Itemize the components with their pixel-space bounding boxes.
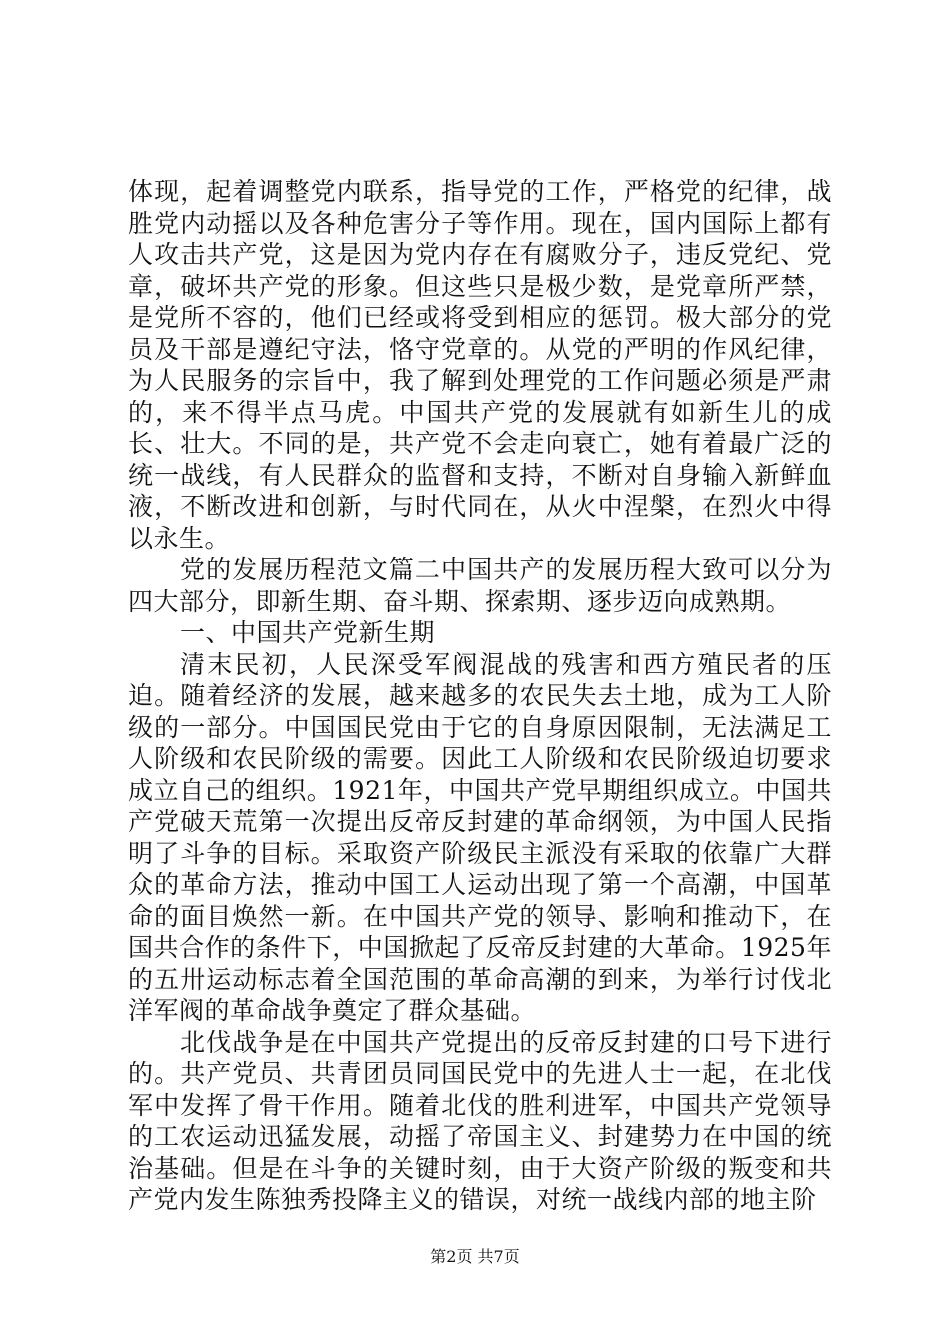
paragraph-2: 党的发展历程范文篇二中国共产的发展历程大致可以分为四大部分，即新生期、奋斗期、探索期、逐步迈向成熟期。 [128, 555, 832, 616]
section-heading: 一、中国共产党新生期 [180, 618, 436, 647]
paragraph-4: 北伐战争是在中国共产党提出的反帝反封建的口号下进行的。共产党员、共青团员同国民党中的先进人士一起，在北伐军中发挥了骨干作用。随着北伐的胜利进军，中国共产党领导的工农运动迅猛发展，动摇了帝国主义、封建势力在中国的统治基础。但是在斗争的关键时刻，由于大资产阶级的叛变和共产党内发生陈独秀投降主义的错误，对统一战线内部的地主阶 [128, 1027, 832, 1214]
paragraph-1: 体现，起着调整党内联系，指导党的工作，严格党的纪律，战胜党内动摇以及各种危害分子等作用。现在，国内国际上都有人攻击共产党，这是因为党内存在有腐败分子，违反党纪、党章，破坏共产党的形象。但这些只是极少数，是党章所严禁，是党所不容的，他们已经或将受到相应的惩罚。极大部分的党员及干部是遵纪守法，恪守党章的。从党的严明的作风纪律，为人民服务的宗旨中，我了解到处理党的工作问题必须是严肃的，来不得半点马虎。中国共产党的发展就有如新生儿的成长、壮大。不同的是，共产党不会走向衰亡，她有着最广泛的统一战线，有人民群众的监督和支持，不断对自身输入新鲜血液，不断改进和创新，与时代同在，从火中涅槃，在烈火中得以永生。 [128, 177, 832, 553]
page-number-footer: 第2页 共7页 [430, 1247, 520, 1266]
paragraph-3: 清末民初，人民深受军阀混战的残害和西方殖民者的压迫。随着经济的发展，越来越多的农民失去土地，成为工人阶级的一部分。中国国民党由于它的自身原因限制，无法满足工人阶级和农民阶级的需要。因此工人阶级和农民阶级迫切要求成立自己的组织。1921年，中国共产党早期组织成立。中国共产党破天荒第一次提出反帝反封建的革命纲领，为中国人民指明了斗争的目标。采取资产阶级民主派没有采取的依靠广大群众的革命方法，推动中国工人运动出现了第一个高潮，中国革命的面目焕然一新。在中国共产党的领导、影响和推动下，在国共合作的条件下，中国掀起了反帝反封建的大革命。1925年的五卅运动标志着全国范围的革命高潮的到来，为举行讨伐北洋军阀的革命战争奠定了群众基础。 [128, 649, 832, 1025]
document-body [128, 176, 832, 1216]
